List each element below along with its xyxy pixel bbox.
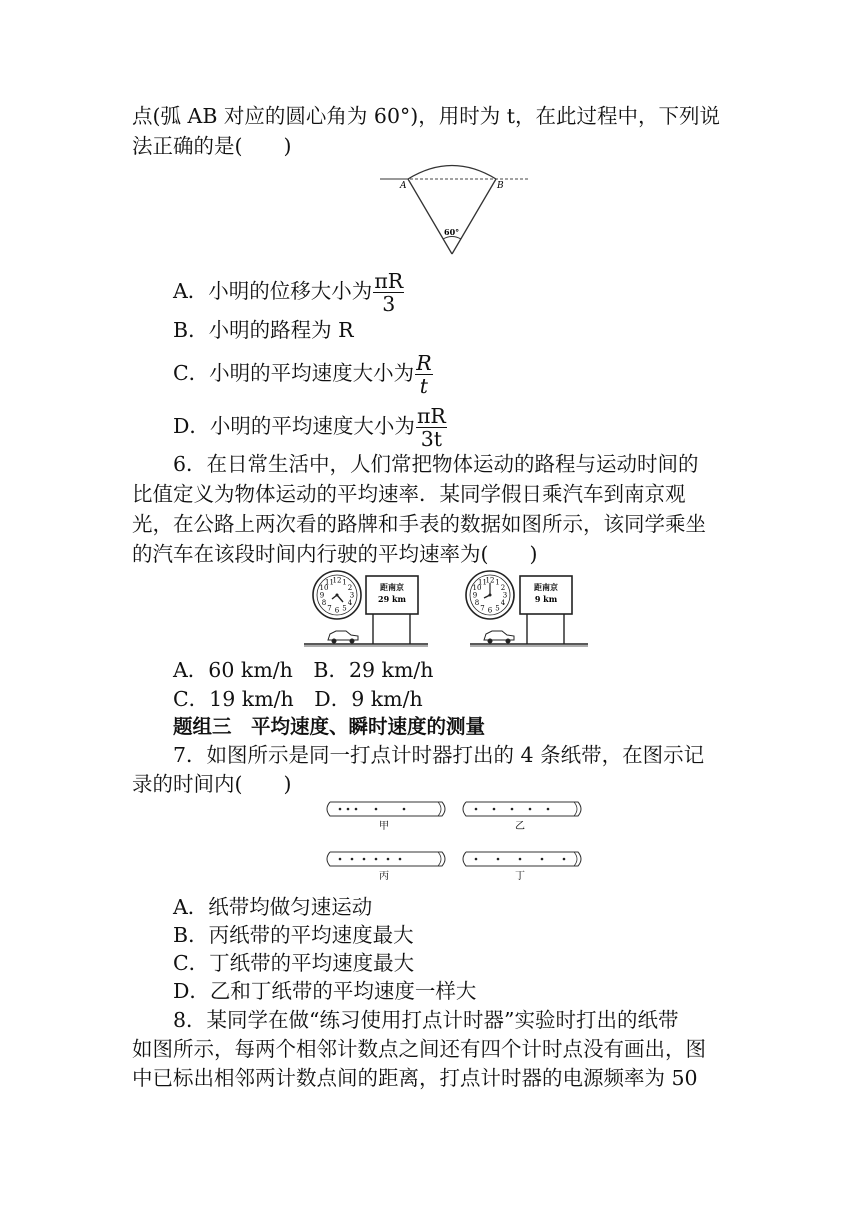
clock-numeral: 1 — [495, 578, 500, 587]
q7-option-a: A．纸带均做匀速运动 — [173, 895, 373, 919]
clock-numeral: 9 — [472, 591, 478, 600]
car-left — [328, 631, 358, 644]
q6-text-line-2: 比值定义为物体运动的平均速率．某同学假日乘汽车到南京观 — [132, 482, 686, 506]
clock-numeral: 12 — [485, 576, 495, 585]
tape-dot — [347, 808, 350, 811]
clock-numeral: 11 — [478, 578, 487, 587]
tape-label: 丁 — [515, 871, 525, 882]
tape-dot — [339, 858, 342, 861]
tape-dot — [497, 858, 500, 861]
tape-dot — [403, 808, 406, 811]
clock-numeral: 6 — [487, 606, 493, 615]
tape-label: 乙 — [515, 821, 525, 832]
clock-numeral: 7 — [480, 604, 485, 613]
q7-option-c: C．丁纸带的平均速度最大 — [173, 951, 415, 975]
clock-numeral: 4 — [500, 599, 506, 607]
clock-right — [466, 571, 514, 619]
q6-text-line-1: 6．在日常生活中，人们常把物体运动的路程与运动时间的 — [173, 452, 699, 476]
q7-option-b: B．丙纸带的平均速度最大 — [173, 923, 414, 947]
tape-dot — [563, 858, 566, 861]
fraction-denominator: t — [419, 374, 429, 398]
clock-numeral: 8 — [321, 599, 327, 607]
tape-dot — [493, 808, 496, 811]
clock-numeral: 5 — [342, 604, 347, 613]
clock-numeral: 1 — [342, 578, 347, 587]
q8-text-line-3: 中已标出相邻两计数点间的距离，打点计时器的电源频率为 50 — [132, 1066, 698, 1090]
fraction-numerator: πR — [374, 269, 404, 293]
clock-numeral: 5 — [495, 604, 500, 613]
fraction-denominator: 3t — [420, 427, 443, 451]
q6-options-line-2: C．19 km/h D．9 km/h — [173, 687, 423, 711]
tape-dot — [475, 808, 478, 811]
clock-numeral: 3 — [502, 591, 508, 600]
tape-dot — [375, 858, 378, 861]
tape-label: 丙 — [379, 871, 389, 882]
clock-numeral: 11 — [325, 578, 334, 587]
q6-options-line-1: A．60 km/h B．29 km/h — [173, 658, 434, 682]
point-b-label: B — [497, 181, 504, 191]
tape-dot — [547, 808, 550, 811]
tape-dot — [339, 808, 342, 811]
q6-text-line-4: 的汽车在该段时间内行驶的平均速率为( ) — [132, 542, 538, 566]
road-sign-right — [520, 576, 572, 644]
sign-title-left: 距南京 — [380, 582, 404, 592]
section-heading: 题组三 平均速度、瞬时速度的测量 — [173, 715, 486, 738]
tape-dot — [511, 808, 514, 811]
tape-dot — [363, 858, 366, 861]
paper-tape — [463, 802, 581, 816]
q7-option-d: D．乙和丁纸带的平均速度一样大 — [173, 979, 477, 1003]
angle-label: 60° — [444, 227, 460, 237]
tape-dot — [519, 858, 522, 861]
tape-dot — [355, 808, 358, 811]
sign-title-right: 距南京 — [534, 582, 558, 592]
clock-numeral: 2 — [347, 584, 353, 592]
point-a-label: A — [400, 181, 407, 191]
q7-text-line-2: 录的时间内( ) — [132, 772, 292, 796]
tape-dot — [351, 858, 354, 861]
q7-text-line-1: 7．如图所示是同一打点计时器打出的 4 条纸带，在图示记 — [173, 743, 705, 767]
fraction-denominator: 3 — [382, 292, 396, 316]
sign-distance-left: 29 km — [378, 594, 406, 604]
q5-text-line-2: 法正确的是( ) — [132, 134, 292, 158]
arc-sector-figure — [380, 160, 530, 260]
fraction-numerator: R — [416, 351, 432, 375]
tape-dot — [375, 808, 378, 811]
q5-option-c: C．小明的平均速度大小为 $\frac{R}{t}$ — [173, 351, 432, 398]
clock-numeral: 10 — [319, 584, 329, 592]
clock-numeral: 10 — [472, 584, 482, 592]
paper-tapes-figure — [322, 796, 584, 892]
tape-dot — [541, 858, 544, 861]
sign-distance-right: 9 km — [534, 594, 558, 604]
clock-numeral: 8 — [474, 599, 480, 607]
q8-text-line-2: 如图所示，每两个相邻计数点之间还有四个计时点没有画出，图 — [132, 1037, 706, 1061]
tape-dot — [475, 858, 478, 861]
road-sign-left — [366, 576, 418, 644]
tape-dot — [529, 808, 532, 811]
tape-label: 甲 — [379, 821, 389, 832]
tape-dot — [387, 858, 390, 861]
car-right — [484, 631, 514, 644]
clock-numeral: 12 — [332, 576, 342, 585]
clock-left — [313, 571, 361, 619]
clock-numeral: 6 — [334, 606, 340, 615]
q5-option-a: A．小明的位移大小为 $\frac{\pi R}{3}$ — [173, 269, 404, 316]
paper-tape — [327, 852, 445, 866]
clock-numeral: 4 — [347, 599, 353, 607]
tape-dot — [399, 858, 402, 861]
paper-tape — [327, 802, 445, 816]
q8-text-line-1: 8．某同学在做“练习使用打点计时器”实验时打出的纸带 — [173, 1008, 679, 1032]
clock-numeral: 7 — [327, 604, 332, 613]
q6-text-line-3: 光，在公路上两次看的路牌和手表的数据如图所示，该同学乘坐 — [132, 512, 706, 536]
q5-option-d: D．小明的平均速度大小为 $\frac{\pi R}{3t}$ — [173, 404, 446, 451]
clock-numeral: 2 — [500, 584, 506, 592]
clock-numeral: 9 — [319, 591, 325, 600]
fraction-numerator: πR — [416, 404, 446, 428]
clock-numeral: 3 — [349, 591, 355, 600]
road-sign-figure — [300, 568, 590, 650]
q5-text-line-1: 点(弧 AB 对应的圆心角为 60°)，用时为 t，在此过程中，下列说 — [132, 104, 721, 128]
q5-option-b: B．小明的路程为 R — [173, 318, 354, 342]
